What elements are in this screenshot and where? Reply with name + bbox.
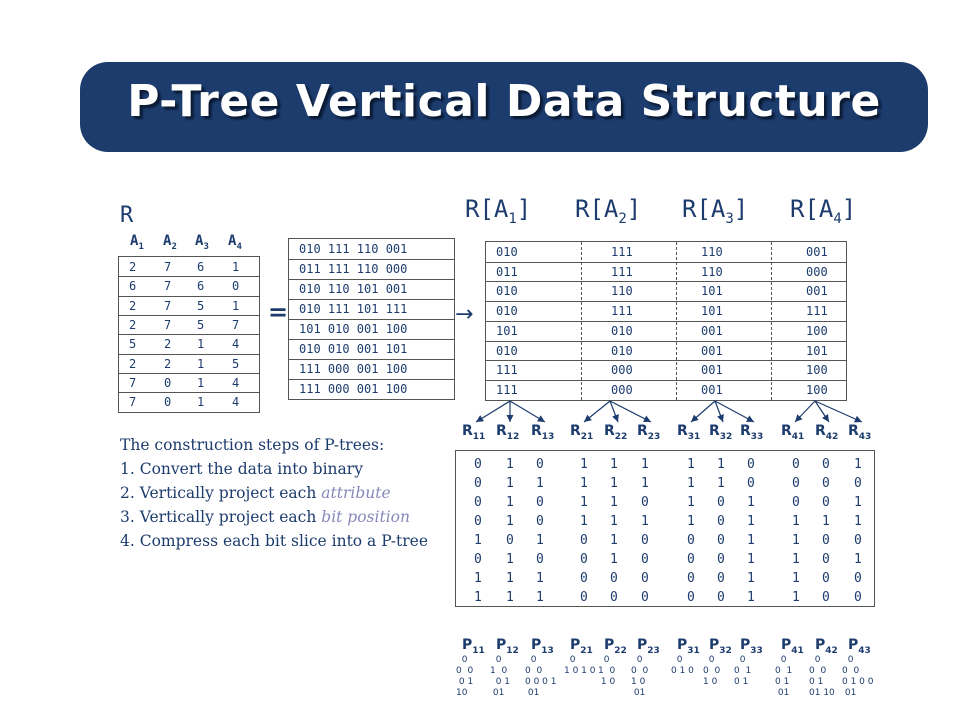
bit-cell: 0 (717, 514, 725, 529)
column-header: $R[A_2]$ (575, 195, 642, 227)
column-header: $R[A_4]$ (790, 195, 857, 227)
bit-cell: 0 (747, 457, 755, 472)
bit-cell: 0 (822, 495, 830, 510)
decimal-cell: 2 (129, 260, 137, 274)
bit-cell: 0 (792, 495, 800, 510)
split-cell: 001 (701, 343, 723, 358)
bit-cell: 1 (687, 457, 695, 472)
decimal-cell: 7 (129, 395, 137, 410)
ptree-label: $P_{23}$ (637, 637, 660, 656)
decimal-cell: 1 (197, 337, 205, 352)
bit-cell: 0 (717, 590, 725, 605)
bit-cell: 0 (792, 476, 800, 491)
decimal-cell: 1 (197, 395, 205, 410)
ptree-label: $P_{33}$ (740, 637, 763, 656)
bit-cell: 0 (687, 533, 695, 548)
attribute-header: $A_3$ (195, 233, 209, 252)
bit-cell: 0 (822, 571, 830, 586)
bit-cell: 1 (792, 552, 800, 567)
bit-cell: 1 (506, 590, 514, 605)
bit-cell: 1 (610, 457, 618, 472)
split-cell: 111 (611, 264, 633, 279)
bit-cell: 1 (747, 590, 755, 605)
bit-cell: 0 (474, 514, 482, 529)
ptree-label: $P_{13}$ (531, 637, 554, 656)
split-cell: 110 (701, 245, 723, 259)
split-cell: 101 (701, 304, 723, 319)
bit-cell: 1 (506, 476, 514, 491)
ptree-sketch: 0 0 0 0 1 01 10 (809, 655, 835, 698)
bit-cell: 1 (506, 457, 514, 472)
step-3-emphasis: bit position (321, 508, 410, 526)
bit-cell: 0 (854, 476, 862, 491)
decimal-cell: 0 (164, 395, 172, 410)
ptree-label: $P_{21}$ (570, 637, 593, 656)
bit-cell: 0 (580, 552, 588, 567)
bit-cell: 1 (641, 457, 649, 472)
projection-arrow (795, 401, 815, 422)
split-cell: 001 (701, 323, 723, 338)
bit-cell: 0 (506, 533, 514, 548)
bit-cell: 0 (854, 571, 862, 586)
bit-cell: 0 (641, 533, 649, 548)
slice-label: $R_{43}$ (848, 423, 872, 442)
attribute-header: $A_1$ (130, 233, 144, 252)
bit-cell: 0 (822, 457, 830, 472)
bit-cell: 1 (747, 552, 755, 567)
split-cell: 010 (496, 245, 518, 259)
bit-cell: 0 (822, 590, 830, 605)
slice-label: $R_{31}$ (677, 423, 701, 442)
step-2-text: 2. Vertically project each (120, 484, 322, 502)
bit-cell: 0 (687, 571, 695, 586)
slice-label: $R_{21}$ (570, 423, 594, 442)
split-cell: 110 (701, 264, 723, 279)
ptree-label: $P_{42}$ (815, 637, 838, 656)
ptree-label: $P_{43}$ (848, 637, 871, 656)
bit-cell: 1 (580, 476, 588, 491)
ptree-label: $P_{41}$ (781, 637, 804, 656)
bit-cell: 0 (822, 533, 830, 548)
bit-cell: 0 (474, 495, 482, 510)
bit-cell: 0 (536, 514, 544, 529)
bit-cell: 1 (536, 590, 544, 605)
decimal-cell: 7 (164, 317, 172, 332)
bit-cell: 0 (854, 533, 862, 548)
decimal-cell: 4 (232, 395, 240, 410)
ptree-sketch: 0 0 1 0 (671, 655, 694, 676)
bit-cell: 0 (641, 552, 649, 567)
bit-cell: 0 (687, 552, 695, 567)
bit-cell: 1 (474, 571, 482, 586)
bit-cell: 0 (747, 476, 755, 491)
bit-cell: 0 (610, 571, 618, 586)
bit-cell: 1 (506, 552, 514, 567)
binary-row: 010 010 001 101 (299, 342, 408, 356)
decimal-cell: 7 (164, 260, 172, 274)
bit-cell: 0 (641, 590, 649, 605)
slice-label: $R_{12}$ (496, 423, 520, 442)
column-header: $R[A_1]$ (465, 195, 532, 227)
bit-cell: 0 (536, 495, 544, 510)
split-cell: 001 (806, 245, 828, 259)
decimal-cell: 7 (164, 279, 172, 294)
bit-cell: 0 (580, 590, 588, 605)
equals-sign: = (268, 298, 289, 326)
binary-row: 010 110 101 001 (299, 282, 408, 296)
split-cell: 100 (806, 323, 828, 338)
bit-cell: 1 (610, 552, 618, 567)
relation-label: R (120, 203, 134, 228)
bit-cell: 1 (641, 514, 649, 529)
decimal-cell: 7 (232, 317, 240, 332)
decimal-cell: 1 (232, 298, 240, 313)
decimal-cell: 4 (232, 375, 240, 390)
step-1: 1. Convert the data into binary (120, 460, 363, 478)
bit-cell: 1 (717, 457, 725, 472)
ptree-label: $P_{32}$ (709, 637, 732, 656)
bit-cell: 1 (854, 457, 862, 472)
bit-slice-table (455, 450, 875, 607)
bit-cell: 1 (474, 590, 482, 605)
bit-cell: 0 (610, 590, 618, 605)
ptree-sketch: 0 0 0 1 0 (703, 655, 721, 687)
bit-cell: 1 (792, 590, 800, 605)
decimal-cell: 6 (197, 279, 205, 294)
projection-arrow (610, 401, 651, 422)
ptree-label: $P_{31}$ (677, 637, 700, 656)
projection-arrow (715, 401, 754, 422)
bit-cell: 1 (854, 495, 862, 510)
split-cell: 011 (496, 264, 518, 279)
decimal-cell: 1 (197, 356, 205, 371)
decimal-cell: 6 (197, 260, 205, 274)
bit-cell: 0 (854, 590, 862, 605)
split-cell: 111 (806, 304, 828, 319)
ptree-sketch: 0 0 1 0 1 (734, 655, 752, 687)
decimal-cell: 4 (232, 337, 240, 352)
ptree-sketch: 0 1 0 1 0 (598, 655, 616, 687)
column-header: $R[A_3]$ (682, 195, 749, 227)
ptree-sketch: 0 0 0 0 0 0 1 01 (525, 655, 557, 698)
split-cell: 111 (496, 382, 518, 397)
step-3 (120, 505, 428, 529)
split-cell: 111 (611, 245, 633, 259)
split-cell: 010 (496, 343, 518, 358)
bit-cell: 1 (641, 476, 649, 491)
split-cell: 101 (701, 284, 723, 299)
split-cell: 110 (611, 284, 633, 299)
decimal-cell: 6 (129, 279, 137, 294)
slice-label: $R_{11}$ (462, 423, 486, 442)
decimal-cell: 2 (129, 317, 137, 332)
binary-row: 111 000 001 100 (299, 382, 408, 396)
split-cell: 010 (611, 343, 633, 358)
bit-cell: 1 (717, 476, 725, 491)
split-cell: 000 (611, 363, 633, 378)
split-cell: 100 (806, 382, 828, 397)
split-cell: 001 (701, 382, 723, 397)
bit-cell: 1 (610, 514, 618, 529)
split-cell: 001 (806, 284, 828, 299)
bit-cell: 1 (580, 495, 588, 510)
binary-row: 010 111 110 001 (299, 242, 408, 256)
decimal-cell: 2 (129, 298, 137, 313)
decimal-cell: 1 (232, 260, 240, 274)
attribute-header: $A_2$ (163, 233, 177, 252)
slice-label: $R_{42}$ (815, 423, 839, 442)
bit-cell: 1 (506, 571, 514, 586)
bit-cell: 0 (641, 495, 649, 510)
step-2 (120, 481, 428, 505)
bit-cell: 1 (687, 514, 695, 529)
decimal-cell: 1 (197, 375, 205, 390)
binary-row: 010 111 101 111 (299, 302, 408, 316)
bit-cell: 0 (792, 457, 800, 472)
bit-cell: 1 (580, 514, 588, 529)
bit-cell: 1 (747, 514, 755, 529)
bit-cell: 1 (536, 571, 544, 586)
decimal-cell: 0 (164, 375, 172, 390)
binary-row: 111 000 001 100 (299, 362, 408, 376)
construction-steps (120, 433, 428, 553)
split-cell: 101 (806, 343, 828, 358)
binary-row: 101 010 001 100 (299, 322, 408, 336)
decimal-cell: 2 (164, 356, 172, 371)
slice-label: $R_{23}$ (637, 423, 661, 442)
bit-cell: 0 (474, 552, 482, 567)
decimal-cell: 7 (129, 375, 137, 390)
bit-cell: 1 (792, 533, 800, 548)
bit-cell: 1 (792, 514, 800, 529)
slice-label: $R_{22}$ (604, 423, 628, 442)
decimal-cell: 5 (197, 317, 205, 332)
bit-cell: 1 (747, 495, 755, 510)
decimal-cell: 7 (164, 298, 172, 313)
decimal-cell: 5 (129, 337, 137, 352)
bit-cell: 1 (610, 495, 618, 510)
step-2-emphasis: attribute (321, 484, 391, 502)
bit-cell: 0 (822, 476, 830, 491)
projection-arrow (510, 401, 545, 422)
split-cell: 000 (806, 264, 828, 279)
ptree-sketch: 0 0 0 0 1 10 (456, 655, 474, 698)
ptree-sketch: 0 0 0 0 1 0 0 01 (842, 655, 874, 698)
bit-cell: 1 (580, 457, 588, 472)
split-cell: 111 (496, 363, 518, 378)
bit-cell: 0 (580, 571, 588, 586)
decimal-cell: 2 (164, 337, 172, 352)
bit-cell: 1 (610, 476, 618, 491)
arrow-icon: → (455, 302, 474, 327)
bit-cell: 1 (610, 533, 618, 548)
bit-cell: 0 (687, 590, 695, 605)
bit-cell: 1 (536, 476, 544, 491)
projection-arrow (691, 401, 715, 422)
bit-cell: 0 (717, 533, 725, 548)
binary-row: 011 111 110 000 (299, 262, 408, 276)
slice-label: $R_{13}$ (531, 423, 555, 442)
bit-cell: 0 (474, 476, 482, 491)
bit-cell: 0 (474, 457, 482, 472)
decimal-cell: 5 (197, 298, 205, 313)
bit-cell: 1 (854, 514, 862, 529)
step-3-text: 3. Vertically project each (120, 508, 322, 526)
bit-cell: 0 (536, 457, 544, 472)
slice-label: $R_{32}$ (709, 423, 733, 442)
step-4: 4. Compress each bit slice into a P-tree (120, 532, 429, 550)
split-cell: 010 (611, 323, 633, 338)
split-cell: 010 (496, 284, 518, 299)
bit-cell: 0 (536, 552, 544, 567)
steps-heading: The construction steps of P-trees: (120, 436, 385, 454)
ptree-label: $P_{11}$ (462, 637, 485, 656)
split-cell: 001 (701, 363, 723, 378)
bit-cell: 1 (506, 495, 514, 510)
split-cell: 100 (806, 363, 828, 378)
slice-label: $R_{33}$ (740, 423, 764, 442)
projection-arrow (584, 401, 610, 422)
split-cell: 101 (496, 323, 518, 338)
bit-cell: 0 (641, 571, 649, 586)
bit-cell: 1 (854, 552, 862, 567)
ptree-sketch: 0 1 0 1 0 (564, 655, 596, 676)
bit-cell: 1 (822, 514, 830, 529)
bit-cell: 0 (717, 495, 725, 510)
ptree-sketch: 0 1 0 0 1 01 (490, 655, 511, 698)
projection-arrow (476, 401, 510, 422)
bit-cell: 1 (792, 571, 800, 586)
bit-cell: 1 (747, 571, 755, 586)
bit-cell: 1 (506, 514, 514, 529)
bit-cell: 0 (580, 533, 588, 548)
split-cell: 000 (611, 382, 633, 397)
decimal-cell: 2 (129, 356, 137, 371)
bit-cell: 0 (717, 571, 725, 586)
slice-label: $R_{41}$ (781, 423, 805, 442)
decimal-cell: 0 (232, 279, 240, 294)
decimal-cell: 5 (232, 356, 240, 371)
ptree-label: $P_{12}$ (496, 637, 519, 656)
ptree-sketch: 0 0 1 0 1 01 (775, 655, 793, 698)
ptree-sketch: 0 0 0 1 0 01 (631, 655, 649, 698)
split-cell: 010 (496, 304, 518, 319)
page-title: P-Tree Vertical Data Structure (127, 76, 881, 127)
bit-cell: 0 (717, 552, 725, 567)
split-cell: 111 (611, 304, 633, 319)
ptree-label: $P_{22}$ (604, 637, 627, 656)
attribute-header: $A_4$ (228, 233, 242, 252)
bit-cell: 1 (687, 476, 695, 491)
bit-cell: 1 (536, 533, 544, 548)
bit-cell: 1 (747, 533, 755, 548)
bit-cell: 0 (822, 552, 830, 567)
bit-cell: 1 (474, 533, 482, 548)
bit-cell: 1 (687, 495, 695, 510)
